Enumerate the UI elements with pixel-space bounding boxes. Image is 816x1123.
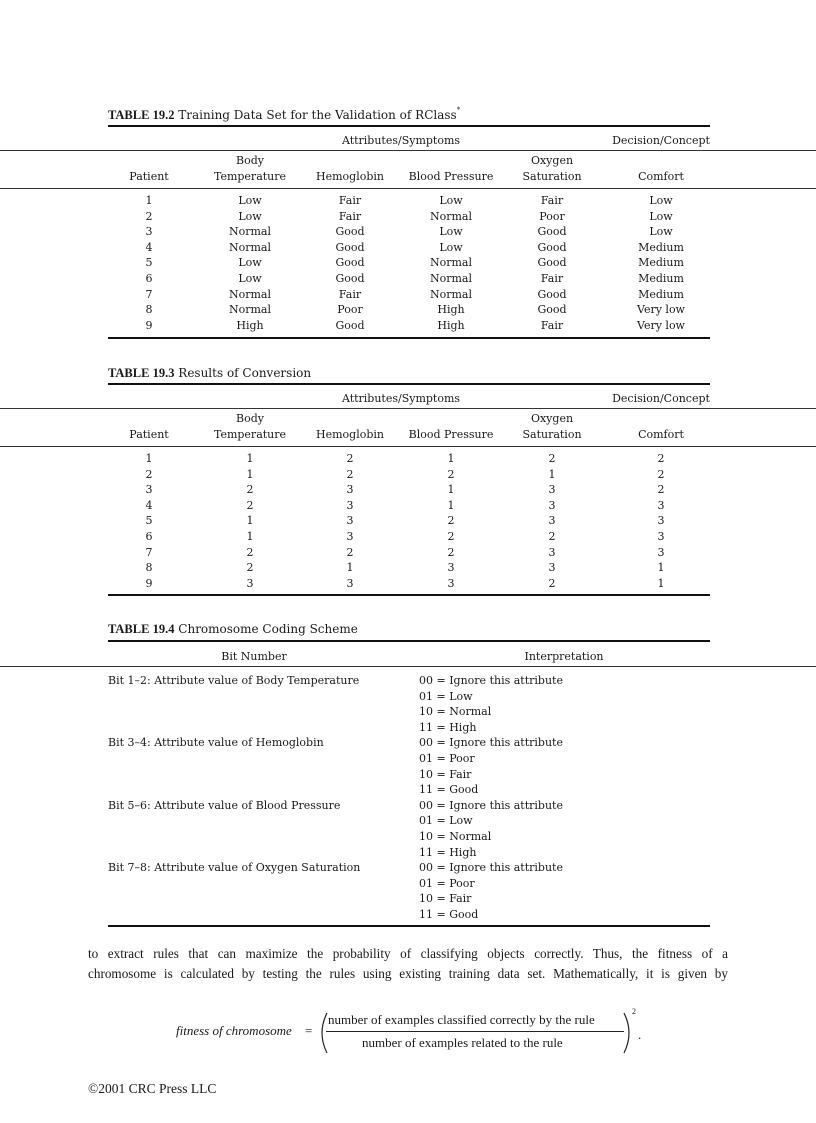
table-column	[335, 193, 364, 333]
interpretation-cell: 00 = Ignore this attribute	[419, 674, 563, 687]
column-header: Temperature	[213, 170, 287, 183]
table-cell: 2	[447, 467, 455, 481]
bit-number-cell: Bit 7–8: Attribute value of Oxygen Saturation	[108, 861, 361, 875]
table-column	[347, 451, 354, 591]
table-cell: 2	[548, 452, 556, 465]
footnote-mark: *	[456, 106, 461, 114]
interpretation-cell: 11 = High	[419, 720, 477, 734]
table-cell: Medium	[638, 271, 684, 285]
formula-lhs-text: fitness of chromosome	[176, 1023, 292, 1038]
table-cell: Good	[537, 225, 567, 239]
table-cell: 1	[447, 498, 455, 512]
table-cell: 1	[145, 194, 153, 207]
column-header: Blood Pressure	[408, 170, 494, 183]
table-cell: Low	[238, 256, 262, 270]
table-cell: Low	[649, 209, 673, 223]
table-cell: 3	[346, 498, 354, 512]
table-cell: 2	[548, 529, 556, 543]
table-cell: Normal	[228, 287, 272, 301]
table-cell: 3	[657, 498, 665, 512]
interpretation-cell: 10 = Fair	[419, 767, 472, 781]
table-cell: 3	[447, 576, 455, 590]
table-cell: 7	[145, 545, 153, 559]
column-header-line1: Body	[236, 154, 264, 167]
table-title: Chromosome Coding Scheme	[178, 622, 358, 636]
paragraph-line: chromosome is calculated by testing the rules using existing training data set. Mathematically, it is given by	[88, 966, 728, 981]
table-cell: 1	[246, 467, 254, 481]
table-cell: 1	[447, 452, 455, 465]
table-cell: Normal	[429, 256, 473, 270]
table-19-4-caption	[108, 622, 358, 637]
table-column	[658, 451, 665, 591]
table-cell: 2	[346, 467, 354, 481]
table-cell: 4	[145, 240, 153, 254]
table-cell: Fair	[540, 194, 564, 207]
table-column	[537, 193, 566, 333]
formula-numerator: number of examples classified correctly by the rule	[328, 1012, 595, 1027]
header-rule	[0, 666, 816, 667]
group-header-rule	[0, 408, 816, 409]
table-cell: 1	[246, 529, 254, 543]
table-cell: 6	[145, 271, 153, 285]
table-cell: 7	[145, 287, 153, 301]
formula-exponent: 2	[632, 1007, 636, 1016]
table-top-rule	[108, 383, 710, 385]
table-19-2-caption	[108, 108, 460, 123]
table-cell: 3	[145, 225, 153, 239]
table-cell: Low	[238, 209, 262, 223]
column-header-rule	[0, 188, 816, 189]
table-cell: 2	[246, 483, 254, 497]
interpretation-cell: 10 = Normal	[419, 705, 492, 719]
column-header: Saturation	[522, 170, 582, 183]
table-cell: 2	[246, 561, 254, 575]
table-cell: Fair	[338, 194, 362, 207]
table-cell: 3	[548, 545, 556, 559]
table-cell: 5	[145, 256, 153, 270]
interpretation-cell: 00 = Ignore this attribute	[419, 861, 563, 875]
table-cell: 3	[346, 514, 354, 528]
table-cell: 2	[246, 498, 254, 512]
table-cell: Good	[335, 256, 365, 270]
table-cell: Good	[537, 240, 567, 254]
table-cell: 3	[657, 529, 665, 543]
table-cell: 2	[145, 467, 153, 481]
interpretation-cell: 11 = Good	[419, 908, 479, 921]
table-cell: 8	[145, 303, 153, 317]
table-title: Results of Conversion	[178, 366, 312, 380]
table-cell: 2	[346, 452, 354, 465]
interpretation-cell: 01 = Poor	[419, 752, 475, 765]
formula-equals: =	[305, 1023, 313, 1038]
table-cell: 1	[246, 452, 254, 465]
interpretation-cell: 00 = Ignore this attribute	[419, 798, 563, 812]
table-cell: 6	[145, 529, 153, 543]
table-bottom-rule	[108, 925, 710, 927]
table-cell: Low	[238, 271, 262, 285]
table-cell: 1	[145, 452, 153, 465]
table-cell: Normal	[228, 240, 272, 254]
table-column	[146, 451, 153, 591]
bit-number-cell: Bit 1–2: Attribute value of Body Temperature	[108, 674, 360, 687]
interpretation-cell: 01 = Poor	[419, 876, 475, 890]
table-cell: Normal	[228, 225, 272, 239]
table-cell: Fair	[338, 287, 362, 301]
table-cell: 3	[246, 576, 254, 590]
table-cell: Low	[439, 240, 463, 254]
interpretation-cell: 00 = Ignore this attribute	[419, 736, 563, 750]
table-cell: 9	[145, 576, 153, 590]
interpretation-cell: 11 = High	[419, 845, 477, 859]
interpretation-cell: 10 = Fair	[419, 892, 472, 906]
table-cell: 3	[548, 514, 556, 528]
column-header-line1: Oxygen	[530, 154, 574, 167]
table-cell: 3	[145, 483, 153, 497]
table-cell: 3	[548, 483, 556, 497]
header-interpretation: Interpretation	[524, 650, 604, 663]
column-header: Comfort	[638, 170, 684, 183]
table-cell: Very low	[637, 318, 685, 332]
table-column	[448, 451, 455, 591]
table-title: Training Data Set for the Validation of RClass	[178, 108, 457, 122]
table-cell: Low	[439, 194, 463, 207]
group-header-attributes: Attributes/Symptoms	[341, 392, 461, 405]
table-column	[549, 451, 556, 591]
right-paren	[620, 1011, 638, 1055]
table-column	[229, 193, 271, 333]
paragraph-line: to extract rules that can maximize the probability of classifying objects correctly. Thus, the fitness of a	[88, 946, 728, 961]
group-header-attributes: Attributes/Symptoms	[341, 134, 461, 147]
table-column	[247, 451, 254, 591]
interpretation-cell: 01 = Low	[419, 814, 473, 828]
column-header: Hemoglobin	[316, 428, 384, 441]
copyright-notice: ©2001 CRC Press LLC	[88, 1081, 217, 1096]
table-cell: 3	[548, 561, 556, 575]
table-label: TABLE 19.3	[108, 366, 175, 380]
table-cell: Very low	[637, 303, 685, 317]
table-cell: 3	[346, 483, 354, 497]
table-cell: Poor	[337, 303, 363, 317]
table-cell: Normal	[228, 303, 272, 317]
table-cell: 2	[145, 209, 153, 223]
formula-lhs	[176, 1023, 292, 1039]
table-cell: High	[236, 318, 264, 332]
fraction-bar	[326, 1031, 624, 1032]
table-cell: 3	[657, 545, 665, 559]
table-cell: 3	[447, 561, 455, 575]
table-cell: 4	[145, 498, 153, 512]
table-cell: Good	[537, 303, 567, 317]
column-header: Hemoglobin	[316, 170, 384, 183]
table-column	[146, 193, 153, 333]
table-column	[430, 193, 472, 333]
table-cell: Low	[649, 225, 673, 239]
table-cell: Normal	[429, 209, 473, 223]
table-cell: Good	[537, 287, 567, 301]
column-header: Comfort	[638, 428, 684, 441]
table-cell: 3	[548, 498, 556, 512]
formula-period: .	[638, 1027, 642, 1042]
table-cell: 5	[145, 514, 153, 528]
interpretation-cell: 01 = Low	[419, 689, 473, 703]
table-bottom-rule	[108, 337, 710, 339]
table-cell: 2	[447, 514, 455, 528]
table-column	[637, 193, 685, 333]
table-cell: Medium	[638, 240, 684, 254]
table-cell: 3	[346, 576, 354, 590]
table-cell: 2	[548, 576, 556, 590]
table-cell: 1	[246, 514, 254, 528]
table-cell: 2	[246, 545, 254, 559]
table-cell: 1	[447, 483, 455, 497]
column-header-line1: Oxygen	[530, 412, 574, 425]
column-header-rule	[0, 446, 816, 447]
column-header: Blood Pressure	[408, 428, 494, 441]
table-cell: Good	[335, 225, 365, 239]
formula-denominator: number of examples related to the rule	[362, 1035, 563, 1050]
table-cell: Fair	[338, 209, 362, 223]
group-header-rule	[0, 150, 816, 151]
table-cell: 2	[657, 452, 665, 465]
table-cell: 2	[657, 467, 665, 481]
column-header: Patient	[129, 170, 169, 183]
table-cell: 2	[447, 529, 455, 543]
table-cell: 9	[145, 318, 153, 332]
table-cell: Normal	[429, 271, 473, 285]
table-cell: Good	[335, 318, 365, 332]
table-cell: High	[437, 318, 465, 332]
table-bottom-rule	[108, 594, 710, 596]
group-header-decision: Decision/Concept	[612, 392, 710, 405]
column-header: Saturation	[522, 428, 582, 441]
table-cell: Low	[439, 225, 463, 239]
table-cell: Good	[537, 256, 567, 270]
table-top-rule	[108, 125, 710, 127]
table-cell: 2	[346, 545, 354, 559]
table-label: TABLE 19.2	[108, 108, 175, 122]
fitness-formula	[176, 1007, 656, 1055]
header-bit-number: Bit Number	[221, 650, 287, 663]
table-cell: High	[437, 303, 465, 317]
table-cell: 1	[657, 561, 665, 575]
table-cell: Medium	[638, 256, 684, 270]
table-label: TABLE 19.4	[108, 622, 175, 636]
table-cell: Medium	[638, 287, 684, 301]
column-header-line1: Body	[236, 412, 264, 425]
bit-number-cell: Bit 3–4: Attribute value of Hemoglobin	[108, 736, 324, 750]
table-cell: Low	[238, 194, 262, 207]
table-cell: 2	[447, 545, 455, 559]
table-cell: Good	[335, 240, 365, 254]
table-cell: 1	[548, 467, 556, 481]
table-cell: Good	[335, 271, 365, 285]
table-cell: Low	[649, 194, 673, 207]
table-cell: Poor	[539, 209, 565, 223]
table-cell: 8	[145, 561, 153, 575]
column-header: Patient	[129, 428, 169, 441]
table-cell: 3	[346, 529, 354, 543]
interpretation-cell: 10 = Normal	[419, 830, 492, 843]
table-cell: Normal	[429, 287, 473, 301]
table-cell: 3	[657, 514, 665, 528]
interpretation-cell: 11 = Good	[419, 783, 479, 797]
table-top-rule	[108, 640, 710, 642]
table-19-3-caption	[108, 366, 311, 381]
column-header: Temperature	[213, 428, 287, 441]
table-cell: 2	[657, 483, 665, 497]
group-header-decision: Decision/Concept	[612, 134, 710, 147]
table-cell: 1	[657, 576, 665, 590]
bit-number-cell: Bit 5–6: Attribute value of Blood Pressure	[108, 798, 341, 812]
body-paragraph	[88, 944, 728, 984]
table-cell: 1	[346, 561, 354, 575]
table-cell: Fair	[540, 318, 564, 332]
table-cell: Fair	[540, 271, 564, 285]
